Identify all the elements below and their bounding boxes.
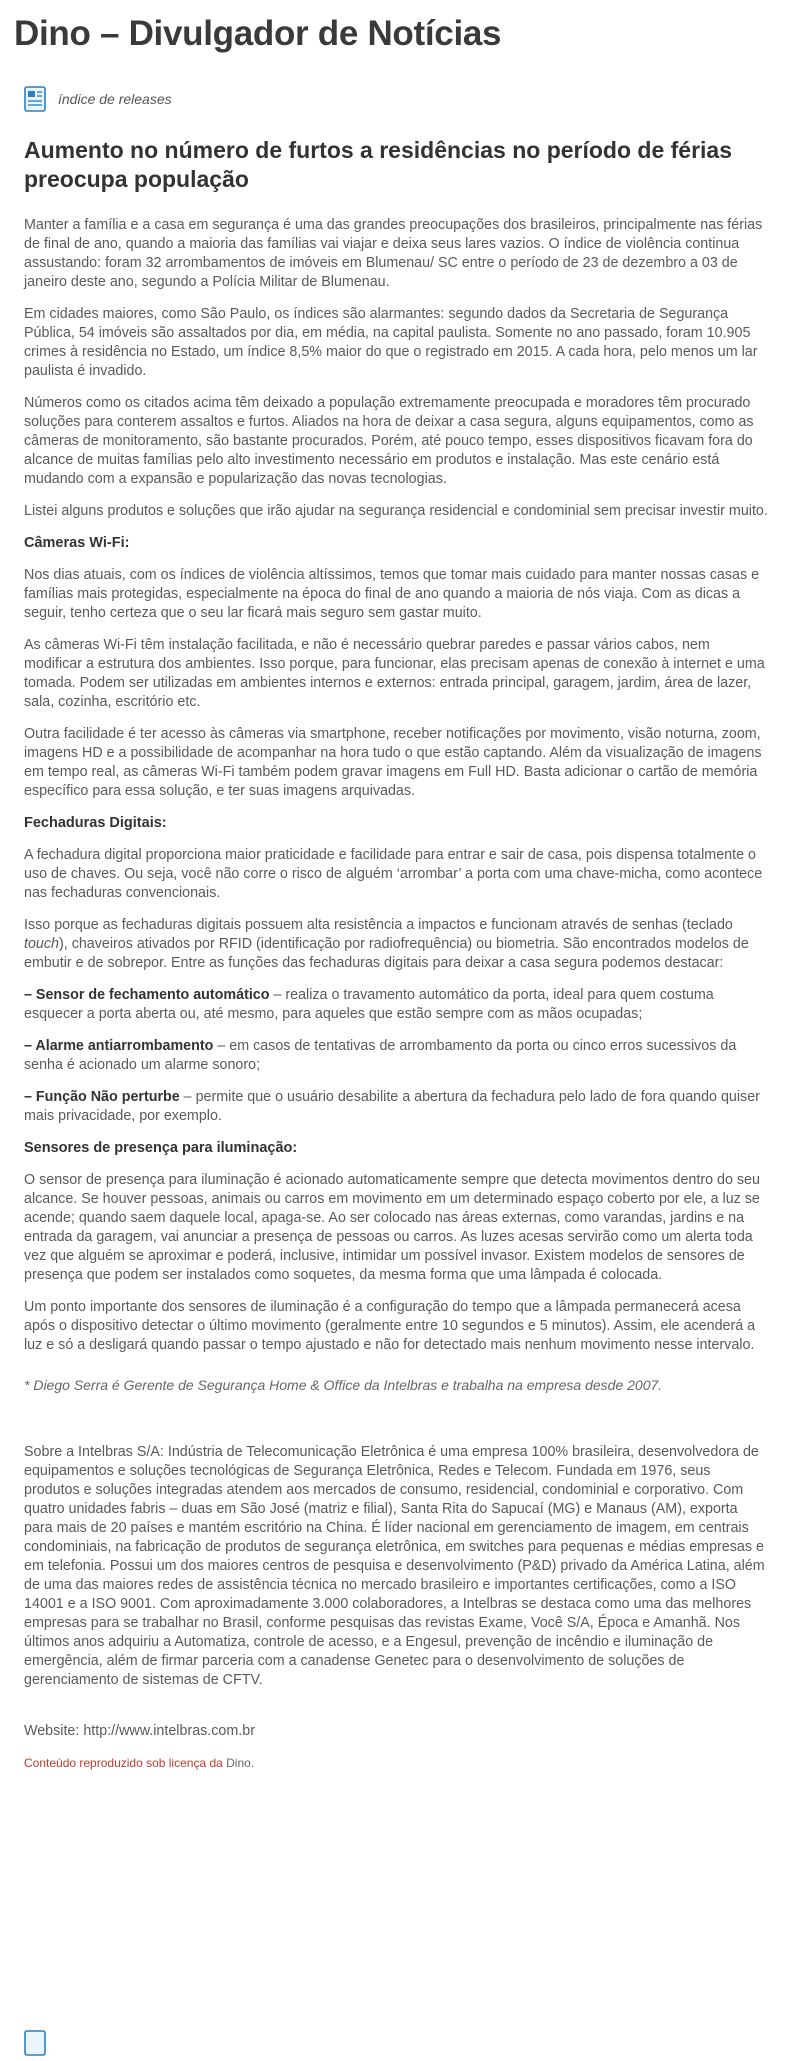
locks-paragraph	[24, 916, 768, 973]
sensors-paragraph: Um ponto importante dos sensores de iluminação é a configuração do tempo que a lâmpada permanecerá acesa após o dispositivo detectar o último movimento (geralmente entre 10 segundos e 5 minutos). Assim, ele acenderá a luz e só a desligará quando passar o tempo ajustado e não for detectado mais nenhum movimento nesse intervalo.	[24, 1299, 756, 1353]
credit-text: Conteúdo reproduzido sob licença da	[24, 1756, 227, 1770]
intro-paragraph: Listei alguns produtos e soluções que irão ajudar na segurança residencial e condominial sem precisar investir muito.	[24, 503, 768, 519]
document-icon	[24, 86, 46, 112]
release-index-label[interactable]: índice de releases	[58, 91, 172, 107]
release-index-link[interactable]	[24, 84, 172, 114]
section-heading-sensors: Sensores de presença para iluminação:	[24, 1140, 298, 1156]
article-headline: Aumento no número de furtos a residências no período de férias preocupa população	[24, 137, 733, 192]
feature-text: – permite que o usuário desabilite a abertura da fechadura pelo lado de fora quando quiser mais privacidade, por exemplo.	[24, 1089, 760, 1124]
locks-text: ), chaveiros ativados por RFID (identificação por radiofrequência) ou biometria. São encontrados modelos de embutir e de sobrepor. Entre as funções das fechaduras digitais para deixar a casa segura podemos destacar:	[24, 936, 749, 971]
intro-paragraph: Números como os citados acima têm deixado a população extremamente preocupada e moradores têm procurado soluções para conterem assaltos e furtos. Aliados na hora de deixar a casa segura, alguns equipamentos, como as câmeras de monitoramento, são bastante procurados. Porém, até pouco tempo, esses dispositivos ficavam fora do alcance de muitas famílias pelo alto investimento necessário em produtos e instalação. Mas este cenário está mudando com a expansão e popularização das novas tecnologias.	[24, 395, 754, 487]
intro-paragraph: Manter a família e a casa em segurança é uma das grandes preocupações dos brasileiros, principalmente nas férias de final de ano, quando a maioria das famílias vai viajar e deixa seus lares vazios. O índice de violência continua assustando: foram 32 arrombamentos de imóveis em Blumenau/ SC entre o período de 23 de dezembro a 03 de janeiro deste ano, segundo a Polícia Militar de Blumenau.	[24, 217, 763, 290]
section-heading-locks: Fechaduras Digitais:	[24, 815, 167, 831]
feature-text: – realiza o travamento automático da porta, ideal para quem costuma esquecer a porta aberta ou, até mesmo, para aqueles que estão sempre com as mãos ocupadas;	[24, 987, 714, 1022]
document-icon	[24, 2030, 46, 2056]
credit-source-link[interactable]: Dino	[226, 1756, 251, 1770]
license-credit	[24, 1755, 768, 1771]
locks-text-italic: touch	[24, 936, 59, 952]
sensors-paragraph: O sensor de presença para iluminação é acionado automaticamente sempre que detecta movimentos dentro do seu alcance. Se houver pessoas, animais ou carros em movimento em um determinado espaço coberto por ele, a luz se acende; quando saem daquele local, apaga-se. Ao ser colocado nas áreas externas, como varandas, jardins e na entrada da garagem, vai anunciar a presença de pessoas ou carros. As luzes acesas servirão como um alerta toda vez que alguém se aproximar e poderá, inclusive, intimidar um possível invasor. Existem modelos de sensores de presença que podem ser instalados como soquetes, da mesma forma que uma lâmpada é colocada.	[24, 1172, 760, 1283]
article	[24, 136, 768, 1771]
section-heading-cameras: Câmeras Wi-Fi:	[24, 535, 130, 551]
credit-end: .	[250, 1756, 255, 1770]
feature-item	[24, 986, 768, 1024]
intro-paragraph: Em cidades maiores, como São Paulo, os índices são alarmantes: segundo dados da Secretaria de Segurança Pública, 54 imóveis são assaltados por dia, em média, na capital paulista. Somente no ano passado, foram 10.905 crimes à residência no Estado, um índice 8,5% maior do que o registrado em 2015. A cada hora, pelo menos um lar paulista é invadido.	[24, 306, 758, 379]
author-note: * Diego Serra é Gerente de Segurança Home & Office da Intelbras e trabalha na empresa desde 2007.	[24, 1377, 663, 1393]
feature-item	[24, 1088, 768, 1126]
about-company: Sobre a Intelbras S/A: Indústria de Telecomunicação Eletrônica é uma empresa 100% brasileira, desenvolvedora de equipamentos e soluções tecnológicas de Segurança Eletrônica, Redes e Telecom. Fundada em 1976, seus produtos e soluções integradas atendem aos mercados de consumo, residencial, condominial e corporativo. Com quatro unidades fabris – duas em São José (matriz e filial), Santa Rita do Sapucaí (MG) e Manaus (AM), exporta para mais de 20 países e mantém escritório na China. É líder nacional em gerenciamento de imagem, em centrais condominiais, na fabricação de produtos de segurança eletrônica, em switches para pequenas e médias empresas e em telefonia. Possui um dos maiores centros de pesquisa e desenvolvimento (P&D) privado da América Latina, além de uma das maiores redes de assistência técnica no mercado brasileiro e importantes certificações, como a ISO 14001 e a ISO 9001. Com aproximadamente 3.000 colaboradores, a Intelbras se destaca como uma das melhores empresas para se trabalhar no Brasil, conforme pesquisas das revistas Exame, Você S/A, Época e Amanhã. Nos últimos anos adquiriu a Automatiza, controle de acesso, e a Engesul, prevenção de incêndio e iluminação de emergência, além de firmar parceria com a canadense Genetec para o desenvolvimento de soluções de gerenciamento de sistemas de CFTV.	[24, 1444, 765, 1688]
feature-title: – Sensor de fechamento automático	[24, 987, 270, 1003]
website-line[interactable]: Website: http://www.intelbras.com.br	[24, 1723, 255, 1739]
feature-text: – em casos de tentativas de arrombamento da porta ou cinco erros sucessivos da senha é acionado um alarme sonoro;	[24, 1038, 737, 1073]
cameras-paragraph: Nos dias atuais, com os índices de violência altíssimos, temos que tomar mais cuidado para manter nossas casas e famílias mais protegidas, especialmente na época do final de ano quando a maioria de nós viaja. Com as dicas a seguir, tenho certeza que o seu lar ficará mais seguro sem gastar muito.	[24, 567, 760, 621]
feature-item	[24, 1037, 768, 1075]
site-title: Dino – Divulgador de Notícias	[14, 14, 502, 53]
cameras-paragraph: As câmeras Wi-Fi têm instalação facilitada, e não é necessário quebrar paredes e passar vários cabos, nem modificar a estrutura dos ambientes. Isso porque, para funcionar, elas precisam apenas de conexão à internet e uma tomada. Podem ser utilizadas em ambientes internos e externos: entrada principal, garagem, jardim, área de lazer, sala, cozinha, escritório etc.	[24, 637, 765, 710]
feature-title: – Alarme antiarrombamento	[24, 1038, 214, 1054]
cameras-paragraph: Outra facilidade é ter acesso às câmeras via smartphone, receber notificações por movimento, visão noturna, zoom, imagens HD e a possibilidade de acompanhar na hora tudo o que estão captando. Além da visualização de imagens em tempo real, as câmeras Wi-Fi também podem gravar imagens em Full HD. Basta adicionar o cartão de memória específico para essa solução, e ter suas imagens arquivadas.	[24, 726, 762, 799]
locks-paragraph: A fechadura digital proporciona maior praticidade e facilidade para entrar e sair de casa, pois dispensa totalmente o uso de chaves. Ou seja, você não corre o risco de alguém ‘arrombar’ a porta com uma chave-micha, como acontece nas fechaduras convencionais.	[24, 847, 763, 901]
locks-text: Isso porque as fechaduras digitais possuem alta resistência a impactos e funcionam através de senhas (teclado	[24, 917, 733, 933]
feature-title: – Função Não perturbe	[24, 1089, 180, 1105]
